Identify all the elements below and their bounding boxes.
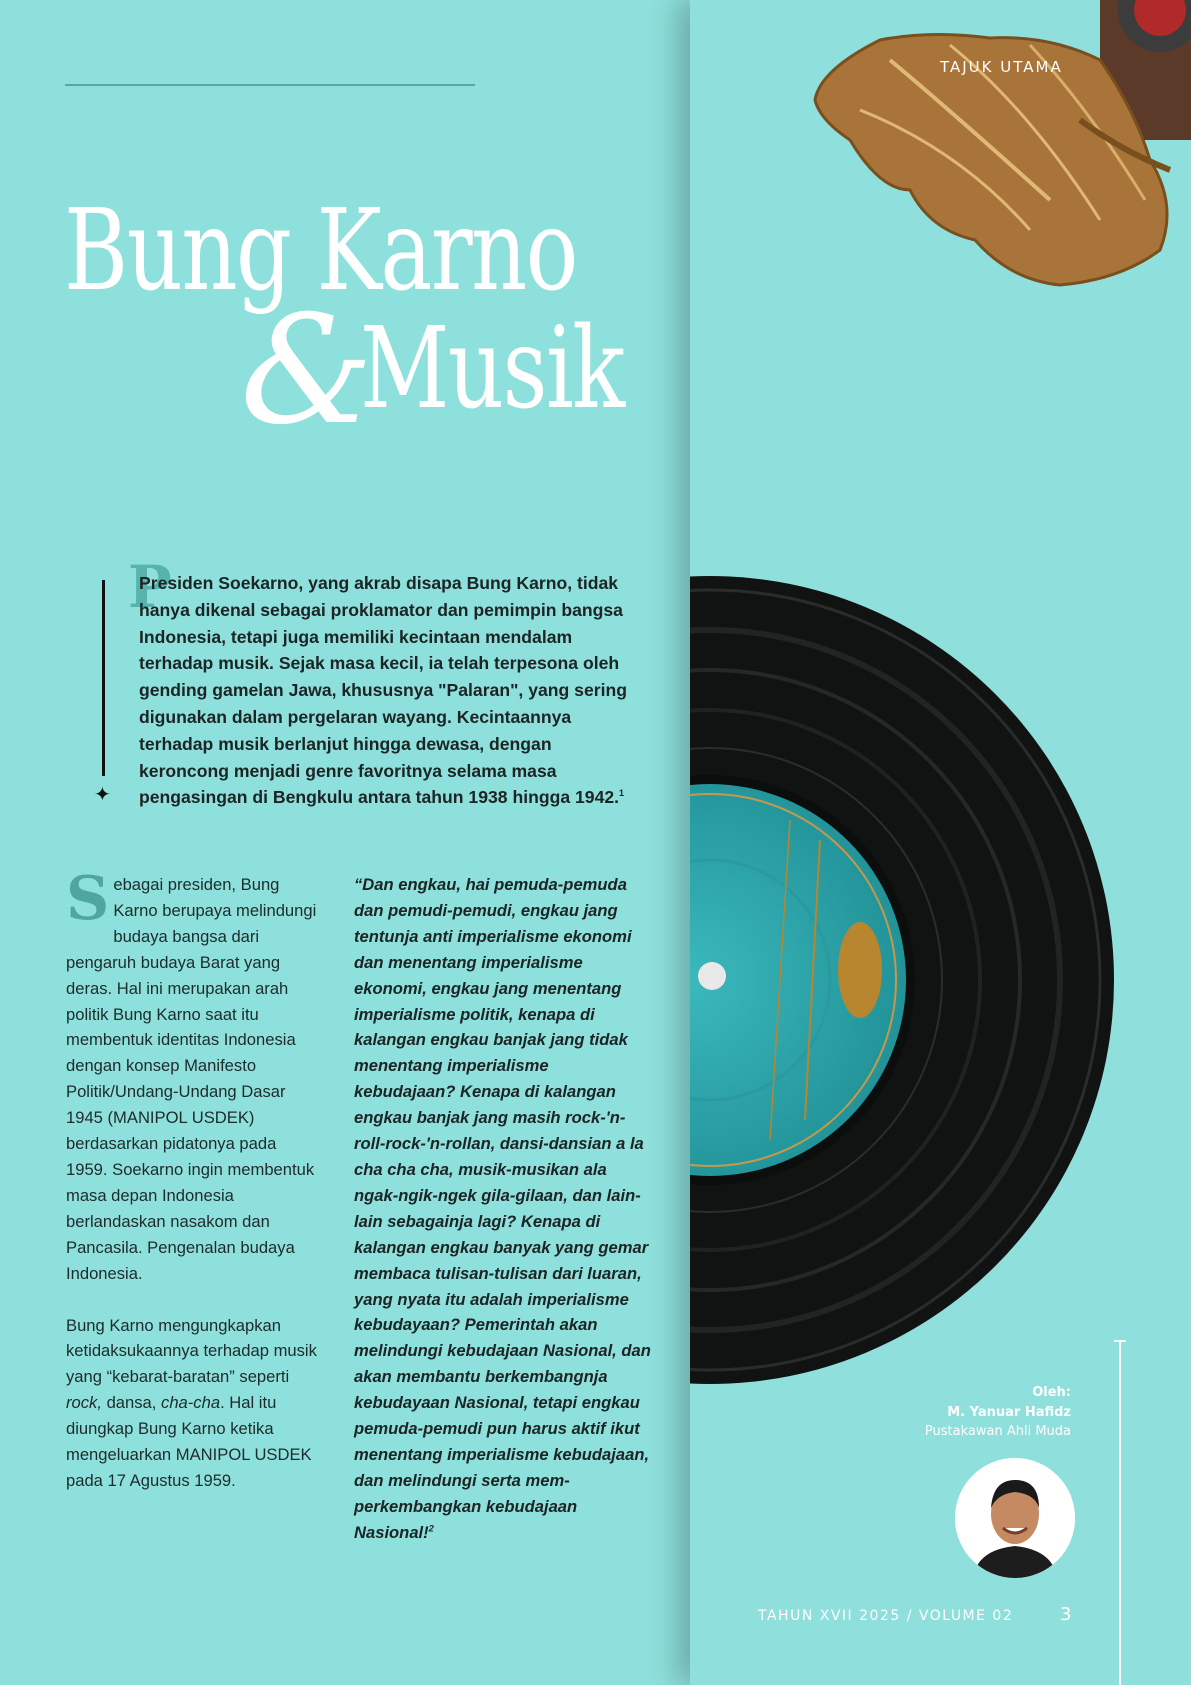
pull-quote: [354, 872, 652, 1546]
footer-issue: TAHUN XVII 2025 / VOLUME 02: [758, 1608, 1014, 1624]
body-column-1: [66, 864, 318, 1494]
body-paragraph-2-text: . Hal itu diungkap Bung Karno ketika mengeluarkan MANIPOL USDEK pada 17 Agustus 1959.: [66, 1393, 312, 1490]
body-paragraph-1: [66, 864, 318, 1287]
section-label: TAJUK UTAMA: [940, 58, 1063, 76]
italic-term: rock,: [66, 1393, 102, 1413]
sparkle-icon: ✦: [94, 782, 111, 806]
body-drop-cap: S: [66, 864, 110, 934]
author-name: M. Yanuar Hafidz: [947, 1404, 1071, 1420]
title-line-2: Musik: [360, 304, 624, 434]
title-line-1: Bung Karno: [64, 186, 577, 316]
title-ampersand: &: [240, 284, 374, 458]
author-role: Pustakawan Ahli Muda: [924, 1424, 1071, 1439]
author-avatar: [955, 1458, 1075, 1578]
intro-rule: [102, 580, 105, 776]
intro-drop-cap: P: [128, 553, 172, 621]
body-paragraph-2: [66, 1313, 318, 1494]
footnote-marker: 2: [428, 1523, 434, 1534]
top-rule: [65, 84, 475, 86]
body-paragraph-1-text: ebagai presiden, Bung Karno berupaya melindungi budaya bangsa dari pengaruh budaya Barat yang deras. Hal ini merupakan arah politik Bung Karno saat itu membentuk identitas Indonesia dengan konsep Manifesto Politik/Undang-Undang Dasar 1945 (MANIPOL USDEK) berdasarkan pidatonya pada 1959. Soekarno ingin membentuk masa depan Indonesia berlandaskan nasakom dan Pancasila. Pengenalan budaya Indonesia.: [66, 875, 317, 1283]
author-portrait-image: [955, 1458, 1075, 1578]
article-title: [60, 186, 624, 466]
author-credit: [925, 1383, 1071, 1442]
body-paragraph-2-text: dansa,: [101, 1393, 162, 1413]
italic-term: cha-cha: [161, 1393, 221, 1413]
pull-quote-text: “Dan engkau, hai pemuda-pemuda dan pemudi-pemudi, engkau jang tentunja anti imperialisme ekonomi dan menentang imperialisme ekonomi, engkau jang menentang imperialisme politik, kenapa di kalangan engkau banjak jang tidak menentang imperialisme kebudajaan? Kenapa di kalangan engkau banjak jang masih rock-'n-roll-rock-'n-rollan, dansi-dansian a la cha cha cha, musik-musikan ala ngak-ngik-ngek gila-gilaan, dan lain-lain sebagainja lagi? Kenapa di kalangan engkau banyak yang gemar membaca tulisan-tulisan dari luaran, yang nyata itu adalah imperialisme kebudayaan? Pemerintah akan melindungi kebudajaan Nasional, dan akan membantu berkembangnja kebudayaan Nasional, tetapi engkau pemuda-pemudi pun harus aktif ikut menentang imperialisme kebudajaan, dan melindungi serta mem-perkembangkan kebudajaan Nasional!: [354, 875, 651, 1542]
footnote-marker: 1: [619, 788, 625, 799]
author-rule: [1119, 1342, 1121, 1685]
author-by-label: Oleh:: [1032, 1385, 1071, 1400]
intro-paragraph: [139, 570, 629, 811]
page-number: 3: [1060, 1604, 1072, 1625]
intro-text: Presiden Soekarno, yang akrab disapa Bung Karno, tidak hanya dikenal sebagai proklamator dan pemimpin bangsa Indonesia, tetapi juga memiliki kecintaan mendalam terhadap musik. Sejak masa kecil, ia telah terpesona oleh gending gamelan Jawa, khususnya "Palaran", yang sering digunakan dalam pergelaran wayang. Kecintaannya terhadap musik berlanjut hingga dewasa, dengan keroncong menjadi genre favoritnya selama masa pengasingan di Bengkulu antara tahun 1938 hingga 1942.: [139, 573, 627, 808]
body-paragraph-2-text: Bung Karno mengungkapkan ketidaksukaannya terhadap musik yang “kebarat-baratan” seperti: [66, 1315, 317, 1387]
